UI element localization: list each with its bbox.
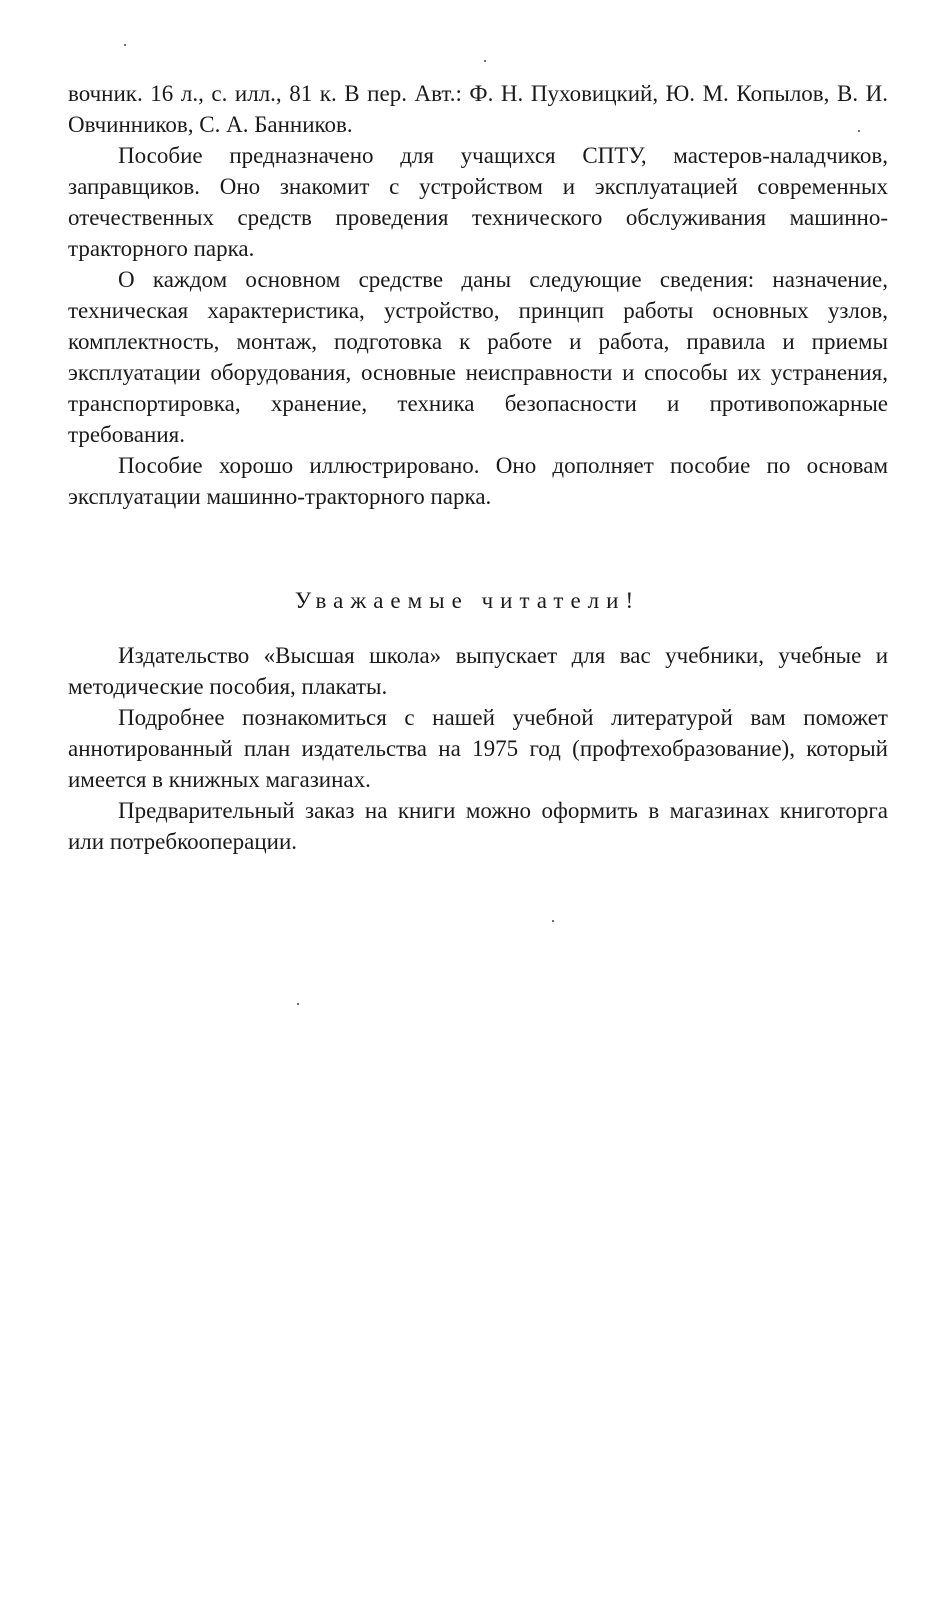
annotation-continuation: вочник. 16 л., с. илл., 81 к. В пер. Авт.: Ф. Н. Пуховицкий, Ю. М. Копылов, В. И. Овчинников, С. А. Банников. [68, 81, 888, 137]
scan-speck [552, 920, 554, 922]
readers-heading: Уважаемые читатели! [294, 588, 641, 613]
book-annotation [68, 78, 888, 512]
readers-paragraph: Предварительный заказ на книги можно оформить в магазинах книготорга или потребкооперации. [68, 798, 888, 854]
annotation-paragraph: Пособие предназначено для учащихся СПТУ, мастеров-наладчиков, заправщиков. Оно знакомит с устройством и эксплуатацией современных отечественных средств проведения технического обслуживания машинно-тракторного парка. [68, 143, 888, 261]
annotation-paragraph: О каждом основном средстве даны следующие сведения: назначение, техническая характеристика, устройство, принцип работы основных узлов, комплектность, монтаж, подготовка к работе и работа, правила и приемы эксплуатации оборудования, основные неисправности и способы их устранения, транспортировка, хранение, техника безопасности и противопожарные требования. [68, 267, 888, 447]
scan-speck [124, 44, 126, 46]
readers-paragraph: Подробнее познакомиться с нашей учебной литературой вам поможет аннотированный план издательства на 1975 год (профтехобразование), который имеется в книжных магазинах. [68, 705, 888, 792]
readers-paragraph: Издательство «Высшая школа» выпускает для вас учебники, учебные и методические пособия, плакаты. [68, 643, 888, 699]
annotation-paragraph: Пособие хорошо иллюстрировано. Оно дополняет пособие по основам эксплуатации машинно-тракторного парка. [68, 453, 888, 509]
scan-speck [484, 60, 486, 62]
scan-speck [297, 1003, 299, 1005]
readers-notice [68, 640, 888, 857]
